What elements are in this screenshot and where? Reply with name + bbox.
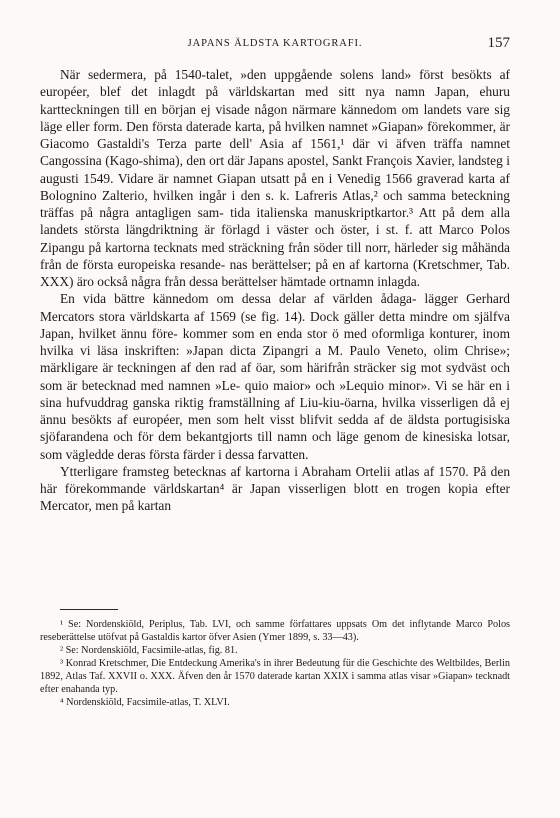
paragraph-line: då ej ännu besökts af européer, men som helt visst blifvit sedda [40, 394, 510, 427]
paragraph-line: karta af Bolognino Zalterio, hvilken ingår i den s. k. Lafreris [40, 170, 510, 203]
footnote [40, 696, 510, 709]
paragraph-line: Ytterligare framsteg betecknas af kartorna i Abraham Ortelii [60, 463, 391, 479]
footnotes [40, 618, 510, 709]
footnote-line: den år 1570 daterade kartan XXIX i samma atlas visar »Giapan» tecknadt efter [40, 671, 511, 695]
footnote-line: ² Se: Nordenskiöld, Facsimile-atlas, fig. 81. [60, 645, 238, 656]
paragraph-line: första färder i dessa farvatten. [148, 446, 309, 462]
footnote-separator [60, 609, 118, 610]
paragraph-line: vi läsa inskriften: »Japan dicta Zipangri a M. Paulo Veneto, olim [80, 343, 459, 358]
paragraph-line: Chrise»; märkligare är teckningen af den rad af öar, som härifrån [40, 343, 510, 376]
paragraph-line: också några från dessa berättelser hämtade ortnamn inlagda. [97, 274, 421, 289]
paragraph-line: visserligen blott en trogen kopia efter Mercator, men på kartan [40, 481, 510, 514]
paragraph-line: En vida bättre kännedom om dessa delar af världen ådaga- [60, 291, 417, 307]
paragraph-line: Atlas,² och samma beteckning träffas på några antagligen sam- [40, 187, 510, 220]
footnote-line: enahanda typ. [61, 684, 118, 695]
paragraph-line: atlas af 1570. På den här förekommande världskartan⁴ är Japan [40, 463, 511, 496]
paragraph-line: tida italienska manuskriptkartor.³ Att på dem alla landets största [40, 205, 510, 238]
page-header [40, 35, 510, 58]
body-text [40, 66, 510, 515]
paragraph-line: lägger Gerhard Mercators stora världskarta af 1569 (se fig. 14). [40, 291, 510, 324]
footnote-line: die Geschichte des Weltbildes, Berlin 1892, Atlas Taf. XXVII o. XXX. Äfven [40, 658, 510, 682]
paragraph-line: längdriktning är förlagd i väster och öster, i st. f. att Marco [125, 222, 474, 238]
paragraph-line: af de äldsta portugisiska sjöfarandena och för dem bekantgjorts [40, 412, 510, 445]
footnote [40, 618, 510, 644]
footnote [40, 644, 510, 657]
paragraph-line: till norr, härleder sig måhända från de första europeiska resande- [40, 239, 510, 272]
paragraph-line: quio maior» och »Lequio minor». Vi se här en i sina hufvuddrag [40, 377, 510, 410]
footnote [40, 657, 510, 696]
running-title: JAPANS ÄLDSTA KARTOGRAFI. [187, 38, 363, 49]
paragraph-line: Polos Zipangu på kartorna tecknats med sträckning från söder [40, 222, 510, 255]
paragraph-line: till namn och läge genom de kinesiska lotsar, som vägledde deras [40, 429, 510, 462]
paragraph-line: sträcker sig mot sydväst och som är betecknad med namnen »Le- [40, 360, 510, 393]
paragraph-line: där vi äfven träffa namnet Cangossina (Kago-shima), den ort där [40, 136, 510, 169]
paragraph-line: Japans apostel, Sankt François Xavier, landsteg i augusti 1549. [40, 153, 510, 186]
paragraph-line: kommer som en enda stor ö med oformliga konturer, inom hvilka [40, 325, 510, 358]
paragraph [40, 66, 510, 290]
paragraph-line: förekommer, är Giacomo Gastaldi's Terza parte dell' Asia af 1561,¹ [40, 118, 511, 151]
footnote-line: ⁴ Nordenskiöld, Facsimile-atlas, T. XLVI. [60, 697, 230, 708]
footnote-line: ³ Konrad Kretschmer, Die Entdeckung Amerika's in ihrer Bedeutung für [60, 658, 355, 669]
paragraph-line: först besökts af européer, blef det inlagdt på världskartan med [40, 67, 510, 100]
paragraph-line: sitt nya namn Japan, ehuru kartteckningen till en början ej [40, 84, 511, 117]
paragraph [40, 290, 510, 463]
footnote-line: det inflytande Marco Polos reseberättelse utöfvat på Gastaldis kartor öfver [40, 619, 511, 643]
footnote-line: ¹ Se: Nordenskiöld, Periplus, Tab. LVI, och samme författares uppsats Om [60, 619, 388, 630]
paragraph-line: form. Den första daterade karta, på hvilken namnet »Giapan» [93, 118, 424, 134]
paragraph-line: visade någon närmare kännedom om landets vare sig läge eller [40, 101, 510, 134]
footnote-line: Asien (Ymer 1899, s. 33—43). [232, 632, 359, 643]
page-number: 157 [487, 35, 510, 51]
paragraph [40, 463, 510, 515]
paragraph-line: Vidare är namnet Giapan utsatt på en i Venedig 1566 graverad [117, 170, 464, 186]
paragraph-line: Dock gäller detta mindre om själfva Japan, hvilket ännu före- [40, 308, 510, 341]
paragraph-line: ganska riktig framställning af Liu-kiu-öarna, hvilka visserligen [132, 394, 479, 410]
paragraph-line: När sedermera, på 1540-talet, »den uppgående solens land» [60, 67, 412, 82]
paragraph-line: nas berättelser; på en af kartorna (Kretschmer, Tab. XXX) äro [40, 256, 510, 289]
